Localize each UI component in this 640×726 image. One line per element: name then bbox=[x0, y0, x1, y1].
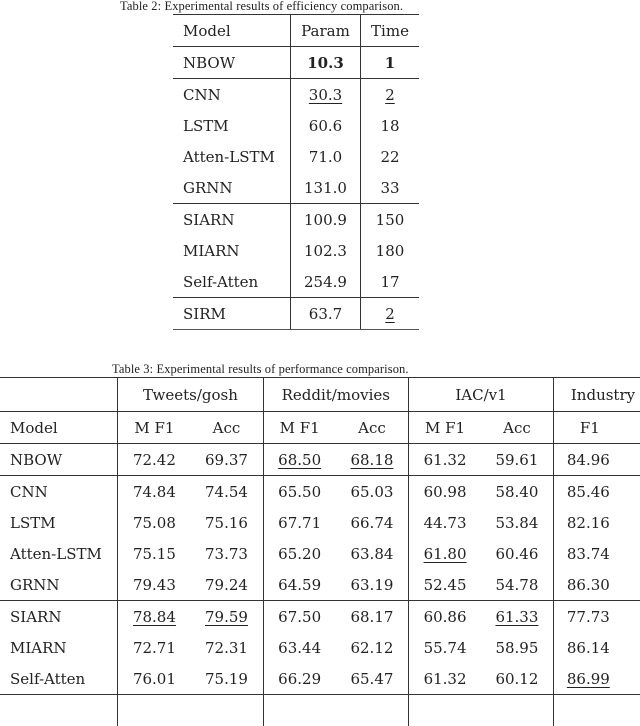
table2-caption: Table 2: Experimental results of efficiency comparison. bbox=[120, 0, 403, 14]
cell: 61.32 bbox=[409, 444, 481, 476]
model-name: GRNN bbox=[173, 172, 291, 204]
cell: 65.03 bbox=[336, 476, 409, 508]
time-value bbox=[361, 79, 420, 111]
cell: 58.95 bbox=[481, 632, 553, 663]
cell-text: 68.18 bbox=[350, 451, 393, 469]
cell: 61.32 bbox=[409, 663, 481, 695]
cell: 44.73 bbox=[409, 507, 481, 538]
param-value bbox=[291, 79, 361, 111]
cell: 66.74 bbox=[336, 507, 409, 538]
table-row-partial bbox=[0, 695, 640, 726]
cell: 54.78 bbox=[481, 569, 553, 601]
cell bbox=[190, 695, 263, 726]
cell: 72.42 bbox=[118, 444, 191, 476]
cell: 69.37 bbox=[190, 444, 263, 476]
time-value: 150 bbox=[361, 204, 420, 236]
cell bbox=[481, 601, 553, 633]
model-name: NBOW bbox=[0, 444, 118, 476]
cell: 52.45 bbox=[409, 569, 481, 601]
table-row bbox=[0, 444, 640, 476]
table-row bbox=[173, 266, 419, 298]
cell: 74.84 bbox=[118, 476, 191, 508]
cell: 68.17 bbox=[336, 601, 409, 633]
param-value: 63.7 bbox=[291, 298, 361, 330]
time-value-text: 2 bbox=[385, 86, 395, 104]
cell-text: 79.59 bbox=[205, 608, 248, 626]
cell: 55.74 bbox=[409, 632, 481, 663]
cell: 82.16 bbox=[553, 507, 640, 538]
table3-caption: Table 3: Experimental results of performance comparison. bbox=[112, 362, 409, 377]
cell: 53.84 bbox=[481, 507, 553, 538]
cell: 75.15 bbox=[118, 538, 191, 569]
model-name: CNN bbox=[173, 79, 291, 111]
model-name: Self-Atten bbox=[0, 663, 118, 695]
cell bbox=[263, 695, 336, 726]
param-value: 102.3 bbox=[291, 235, 361, 266]
table-row bbox=[173, 47, 419, 79]
subheader-row bbox=[0, 412, 640, 444]
cell: 58.40 bbox=[481, 476, 553, 508]
header-param: Param bbox=[291, 15, 361, 47]
cell: 62.12 bbox=[336, 632, 409, 663]
cell: 65.50 bbox=[263, 476, 336, 508]
param-value: 10.3 bbox=[291, 47, 361, 79]
model-name: SIRM bbox=[173, 298, 291, 330]
header-mf1: M F1 bbox=[263, 412, 336, 444]
cell: 75.19 bbox=[190, 663, 263, 695]
table-row bbox=[173, 204, 419, 236]
param-value: 131.0 bbox=[291, 172, 361, 204]
header-time: Time bbox=[361, 15, 420, 47]
cell: 75.08 bbox=[118, 507, 191, 538]
performance-table bbox=[0, 377, 640, 726]
time-value: 18 bbox=[361, 110, 420, 141]
table-row bbox=[173, 141, 419, 172]
time-value: 1 bbox=[361, 47, 420, 79]
table-row bbox=[173, 298, 419, 330]
table-row bbox=[0, 476, 640, 508]
time-value bbox=[361, 298, 420, 330]
model-name: GRNN bbox=[0, 569, 118, 601]
model-name: CNN bbox=[0, 476, 118, 508]
cell bbox=[118, 695, 191, 726]
table-row bbox=[173, 79, 419, 111]
time-value: 17 bbox=[361, 266, 420, 298]
model-name bbox=[0, 695, 118, 726]
cell: 72.71 bbox=[118, 632, 191, 663]
cell: 83.74 bbox=[553, 538, 640, 569]
table-row bbox=[0, 663, 640, 695]
cell: 67.71 bbox=[263, 507, 336, 538]
cell: 79.24 bbox=[190, 569, 263, 601]
header-mf1: M F1 bbox=[409, 412, 481, 444]
cell bbox=[481, 695, 553, 726]
header-acc: Acc bbox=[190, 412, 263, 444]
group-industry: Industry bbox=[553, 378, 640, 412]
cell: 75.16 bbox=[190, 507, 263, 538]
cell: 64.59 bbox=[263, 569, 336, 601]
param-value: 71.0 bbox=[291, 141, 361, 172]
model-name: Atten-LSTM bbox=[173, 141, 291, 172]
cell-text: 68.50 bbox=[278, 451, 321, 469]
cell-text: 61.80 bbox=[424, 545, 467, 563]
cell bbox=[553, 695, 640, 726]
cell: 60.98 bbox=[409, 476, 481, 508]
table-row bbox=[0, 632, 640, 663]
group-tweets-gosh: Tweets/gosh bbox=[118, 378, 263, 412]
cell bbox=[409, 695, 481, 726]
table-row bbox=[0, 507, 640, 538]
model-name: Atten-LSTM bbox=[0, 538, 118, 569]
cell: 76.01 bbox=[118, 663, 191, 695]
header-model: Model bbox=[0, 412, 118, 444]
table-row bbox=[0, 601, 640, 633]
cell: 74.54 bbox=[190, 476, 263, 508]
header-model: Model bbox=[173, 15, 291, 47]
cell: 72.31 bbox=[190, 632, 263, 663]
cell: 85.46 bbox=[553, 476, 640, 508]
model-name: SIARN bbox=[0, 601, 118, 633]
time-value: 33 bbox=[361, 172, 420, 204]
efficiency-table bbox=[173, 14, 419, 330]
model-name: MIARN bbox=[173, 235, 291, 266]
cell: 59.61 bbox=[481, 444, 553, 476]
cell bbox=[263, 444, 336, 476]
group-reddit-movies: Reddit/movies bbox=[263, 378, 409, 412]
table-row bbox=[173, 235, 419, 266]
group-header-row bbox=[0, 378, 640, 412]
param-value: 100.9 bbox=[291, 204, 361, 236]
cell bbox=[553, 663, 640, 695]
cell: 66.29 bbox=[263, 663, 336, 695]
cell: 60.86 bbox=[409, 601, 481, 633]
model-name: MIARN bbox=[0, 632, 118, 663]
param-value: 60.6 bbox=[291, 110, 361, 141]
cell: 65.47 bbox=[336, 663, 409, 695]
cell: 60.12 bbox=[481, 663, 553, 695]
cell: 79.43 bbox=[118, 569, 191, 601]
model-name: Self-Atten bbox=[173, 266, 291, 298]
cell bbox=[336, 444, 409, 476]
table-row bbox=[0, 569, 640, 601]
time-value-text: 2 bbox=[385, 305, 395, 323]
cell-text: 78.84 bbox=[133, 608, 176, 626]
cell-text: 61.33 bbox=[495, 608, 538, 626]
cell bbox=[336, 695, 409, 726]
header-acc: Acc bbox=[336, 412, 409, 444]
time-value: 22 bbox=[361, 141, 420, 172]
model-name: SIARN bbox=[173, 204, 291, 236]
model-name: LSTM bbox=[173, 110, 291, 141]
cell: 63.19 bbox=[336, 569, 409, 601]
header-empty bbox=[0, 378, 118, 412]
time-value: 180 bbox=[361, 235, 420, 266]
cell: 86.14 bbox=[553, 632, 640, 663]
header-acc: Acc bbox=[481, 412, 553, 444]
cell: 67.50 bbox=[263, 601, 336, 633]
header-mf1: M F1 bbox=[118, 412, 191, 444]
param-value: 254.9 bbox=[291, 266, 361, 298]
cell: 77.73 bbox=[553, 601, 640, 633]
table-header-row bbox=[173, 15, 419, 47]
cell: 65.20 bbox=[263, 538, 336, 569]
cell: 60.46 bbox=[481, 538, 553, 569]
cell: 63.84 bbox=[336, 538, 409, 569]
cell bbox=[118, 601, 191, 633]
cell bbox=[409, 538, 481, 569]
cell: 63.44 bbox=[263, 632, 336, 663]
model-name: NBOW bbox=[173, 47, 291, 79]
group-iac-v1: IAC/v1 bbox=[409, 378, 554, 412]
cell: 86.30 bbox=[553, 569, 640, 601]
header-f1: F1 bbox=[553, 412, 640, 444]
model-name: LSTM bbox=[0, 507, 118, 538]
cell-text: 86.99 bbox=[567, 670, 610, 688]
cell: 84.96 bbox=[553, 444, 640, 476]
table-row bbox=[173, 110, 419, 141]
param-value-text: 30.3 bbox=[309, 86, 342, 104]
cell bbox=[190, 601, 263, 633]
table-row bbox=[173, 172, 419, 204]
cell: 73.73 bbox=[190, 538, 263, 569]
table-row bbox=[0, 538, 640, 569]
